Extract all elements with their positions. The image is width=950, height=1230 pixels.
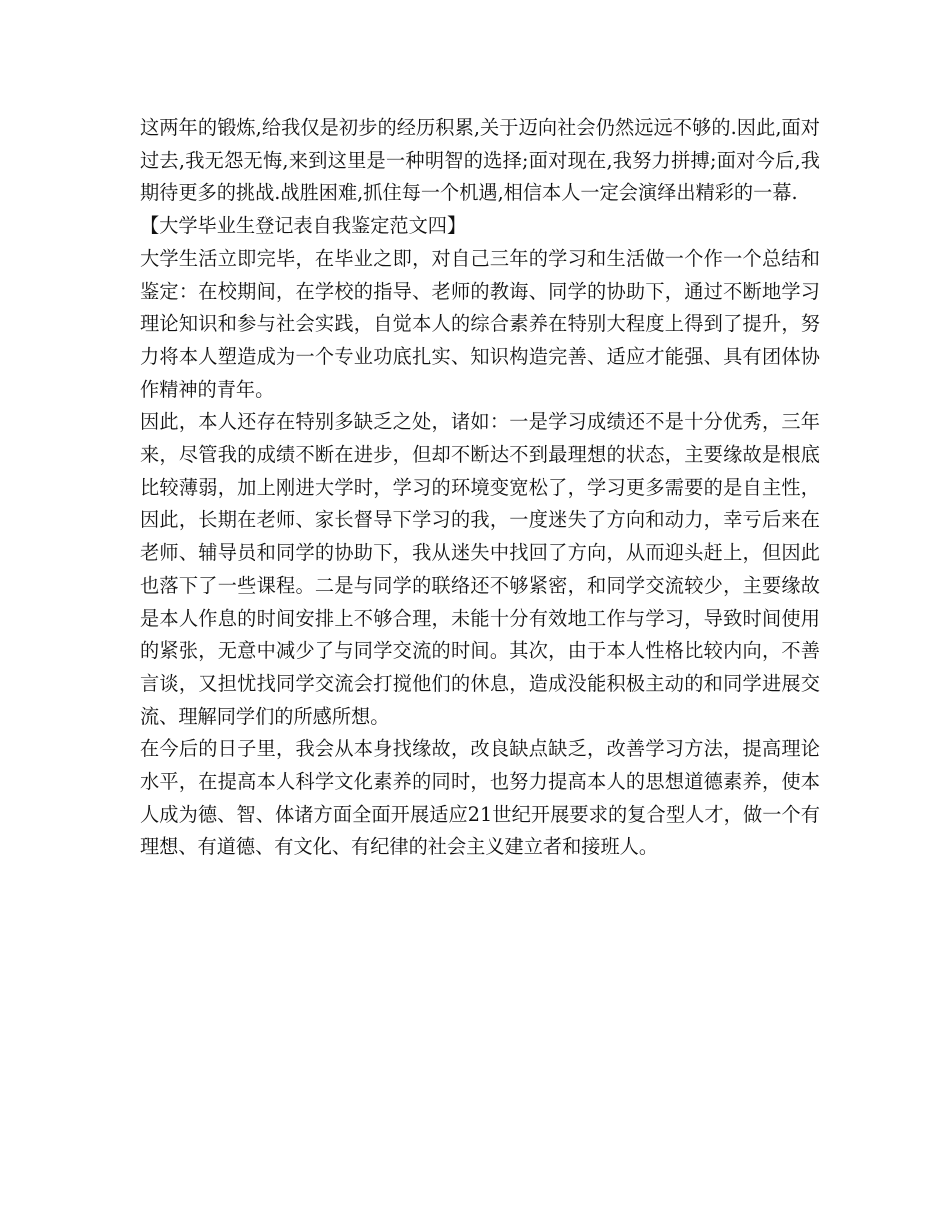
- paragraph-future: 在今后的日子里，我会从本身找缘故，改良缺点缺乏，改善学习方法，提高理论水平，在提高本人科学文化素养的同时，也努力提高本人的思想道德素养，使本人成为德、智、体诸方面全面开展适应21世纪开展要求的复合型人才，做一个有理想、有道德、有文化、有纪律的社会主义建立者和接班人。: [140, 737, 820, 859]
- paragraph-shortcomings: 因此，本人还存在特别多缺乏之处，诸如：一是学习成绩还不是十分优秀，三年来，尽管我的成绩不断在进步，但却不断达不到最理想的状态，主要缘故是根底比较薄弱，加上刚进大学时，学习的环境变宽松了，学习更多需要的是自主性，因此，长期在老师、家长督导下学习的我，一度迷失了方向和动力，幸亏后来在老师、辅导员和同学的协助下，我从迷失中找回了方向，从而迎头赶上，但因此也落下了一些课程。二是与同学的联络还不够紧密，和同学交流较少，主要缘故是本人作息的时间安排上不够合理，未能十分有效地工作与学习，导致时间使用的紧张，无意中减少了与同学交流的时间。其次，由于本人性格比较内向，不善言谈，又担忧找同学交流会打搅他们的休息，造成没能积极主动的和同学进展交流、理解同学们的所感所想。: [140, 410, 820, 728]
- paragraph-reflection: 这两年的锻炼,给我仅是初步的经历积累,关于迈向社会仍然远远不够的.因此,面对过去,我无怨无悔,来到这里是一种明智的选择;面对现在,我努力拼搏;面对今后,我期待更多的挑战.战胜困难,抓住每一个机遇,相信本人一定会演绎出精彩的一幕.: [140, 116, 820, 205]
- paragraph-summary: 大学生活立即完毕，在毕业之即，对自己三年的学习和生活做一个作一个总结和鉴定：在校期间，在学校的指导、老师的教诲、同学的协助下，通过不断地学习理论知识和参与社会实践，自觉本人的综合素养在特别大程度上得到了提升，努力将本人塑造成为一个专业功底扎实、知识构造完善、适应才能强、具有团体协作精神的青年。: [140, 246, 820, 401]
- section-heading: 【大学毕业生登记表自我鉴定范文四】: [140, 214, 467, 238]
- document-body: [140, 112, 820, 864]
